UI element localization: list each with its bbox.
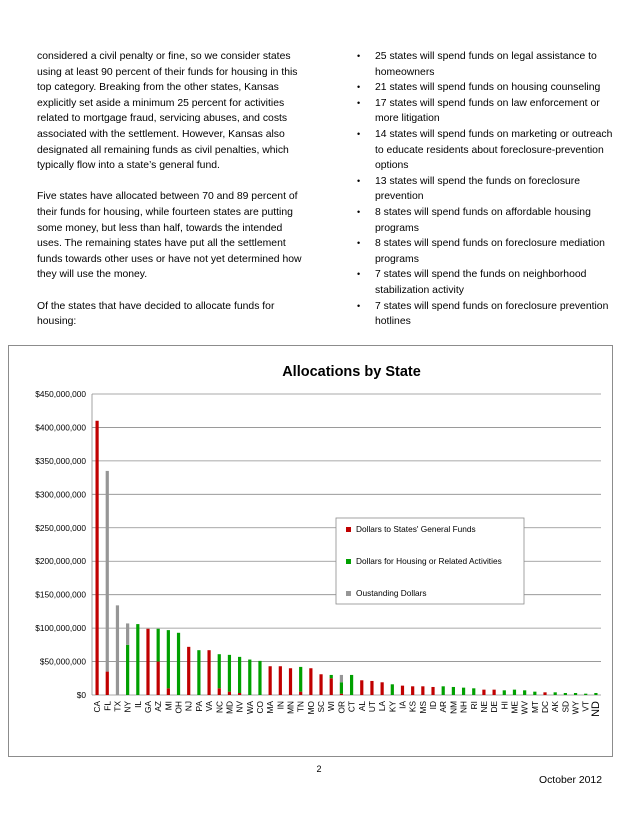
bar-ak-series-1 [554, 692, 557, 695]
bar-nv-series-1 [238, 657, 241, 693]
x-tick-label: NM [448, 701, 459, 714]
bar-il-series-1 [136, 624, 139, 695]
bullet-glyph: • [357, 51, 361, 61]
bar-nj-series-0 [187, 647, 190, 695]
bar-ia-series-0 [401, 686, 404, 695]
x-tick-label: WY [570, 701, 581, 715]
x-tick-label: AZ [153, 701, 164, 712]
paragraph-3: Of the states that have decided to allocate funds for housing: [37, 300, 275, 328]
bullet-glyph: • [357, 238, 361, 249]
x-tick-label: TN [295, 701, 306, 713]
y-tick-label: $400,000,000 [35, 422, 86, 433]
bar-ne-series-0 [482, 690, 485, 695]
bar-ny-series-2 [126, 623, 129, 644]
bar-ct-series-1 [350, 675, 353, 695]
bullet-glyph: • [357, 128, 361, 139]
x-tick-label: NH [458, 701, 469, 713]
list-item-text: 14 states will spend funds on marketing or outreach to educate residents about foreclosure-prevention options [375, 128, 613, 172]
list-item [357, 80, 619, 96]
x-tick-label: VA [204, 701, 215, 712]
bar-pa-series-1 [197, 650, 200, 695]
bar-fl-series-0 [106, 672, 109, 695]
list-item-text: 7 states will spend the funds on neighborhood stabilization activity [375, 269, 587, 296]
bar-va-series-0 [207, 650, 210, 695]
bar-md-series-1 [228, 655, 231, 692]
bar-al-series-0 [360, 680, 363, 695]
list-item [357, 96, 619, 127]
x-tick-label: HI [499, 701, 510, 710]
x-tick-label: NC [214, 701, 225, 713]
bar-fl-series-2 [106, 471, 109, 672]
x-tick-label: CA [92, 701, 103, 713]
bar-mi-series-1 [167, 630, 170, 688]
x-tick-label: VT [580, 701, 591, 712]
x-tick-label: LA [377, 701, 388, 712]
bar-sd-series-1 [564, 693, 567, 695]
bullet-glyph: • [357, 206, 361, 217]
x-tick-label: MN [285, 701, 296, 714]
bar-az-series-1 [157, 629, 160, 662]
list-item-text: 21 states will spend funds on housing counseling [375, 82, 601, 94]
bar-ky-series-1 [391, 684, 394, 695]
bar-nc-series-0 [218, 688, 221, 695]
list-item [357, 174, 619, 205]
list-item [357, 236, 619, 267]
bar-ar-series-1 [442, 686, 445, 695]
x-tick-label: CO [254, 701, 265, 714]
chart-title: Allocations by State [282, 364, 421, 380]
bar-mo-series-0 [309, 668, 312, 695]
bar-ny-series-1 [126, 645, 129, 695]
list-item [357, 299, 619, 330]
y-tick-label: $300,000,000 [35, 489, 86, 500]
bullet-glyph: • [357, 269, 361, 280]
y-tick-label: $250,000,000 [35, 522, 86, 533]
x-tick-label: NV [234, 701, 245, 713]
x-tick-label: ID [428, 701, 439, 710]
bar-nh-series-1 [462, 688, 465, 695]
bar-wi-series-0 [330, 678, 333, 695]
x-tick-label: OH [173, 701, 184, 714]
bar-tx-series-2 [116, 605, 119, 695]
bar-az-series-0 [157, 662, 160, 695]
x-tick-label: KY [387, 701, 398, 713]
y-tick-label: $200,000,000 [35, 556, 86, 567]
bar-sc-series-0 [319, 674, 322, 695]
list-item [357, 267, 619, 298]
x-tick-label: DC [540, 701, 551, 713]
bar-oh-series-1 [177, 633, 180, 695]
legend-label: Oustanding Dollars [356, 588, 427, 598]
bar-ca-series-0 [95, 421, 98, 695]
bar-mn-series-0 [289, 668, 292, 695]
x-tick-label: FL [102, 701, 113, 711]
bar-hi-series-1 [503, 690, 506, 695]
bullet-glyph: • [357, 82, 361, 93]
y-tick-label: $0 [76, 690, 86, 700]
bar-or-series-2 [340, 675, 343, 682]
legend-label: Dollars to States' General Funds [356, 524, 476, 534]
bar-wy-series-1 [574, 693, 577, 695]
bullet-glyph: • [357, 175, 361, 186]
bar-tn-series-1 [299, 667, 302, 692]
bar-wi-series-1 [330, 675, 333, 678]
x-tick-label: IN [275, 701, 286, 710]
bar-vt-series-1 [584, 694, 587, 695]
chart-frame [8, 345, 613, 757]
bar-ma-series-0 [269, 666, 272, 695]
list-item [357, 127, 619, 174]
list-item-text: 8 states will spend funds on affordable housing programs [375, 206, 591, 234]
bar-mi-series-0 [167, 688, 170, 695]
x-tick-label: WV [519, 701, 530, 715]
bar-or-series-1 [340, 682, 343, 693]
bar-ms-series-0 [421, 686, 424, 695]
x-tick-label: OR [336, 701, 347, 714]
bar-nd-series-1 [594, 693, 597, 695]
list-item-text: 8 states will spend funds on foreclosure mediation programs [375, 238, 605, 265]
legend-label: Dollars for Housing or Related Activities [356, 556, 502, 566]
legend-swatch [346, 591, 351, 596]
x-tick-label: MI [163, 701, 174, 711]
bar-wv-series-1 [523, 690, 526, 695]
x-tick-label: TX [112, 701, 123, 712]
bar-tn-series-0 [299, 692, 302, 695]
right-column [357, 49, 619, 330]
x-tick-label: KS [407, 701, 418, 713]
bar-ut-series-0 [370, 681, 373, 695]
x-tick-label: MO [305, 701, 316, 715]
x-tick-label: ND [589, 701, 602, 717]
x-tick-label: GA [142, 701, 153, 713]
x-tick-label: WA [244, 701, 255, 715]
x-tick-label: SC [316, 701, 327, 713]
bar-dc-series-0 [543, 692, 546, 695]
x-tick-label: AR [438, 701, 449, 713]
allocations-chart [9, 346, 612, 756]
x-tick-label: IA [397, 701, 408, 709]
bar-co-series-1 [258, 661, 261, 695]
x-tick-label: MS [417, 701, 428, 714]
left-column [37, 49, 307, 345]
x-tick-label: PA [193, 701, 204, 712]
bar-mt-series-1 [533, 692, 536, 695]
y-tick-label: $100,000,000 [35, 623, 86, 634]
y-tick-label: $350,000,000 [35, 455, 86, 466]
y-tick-label: $450,000,000 [35, 389, 86, 399]
legend-swatch [346, 527, 351, 532]
bar-nv-series-0 [238, 693, 241, 695]
bar-ri-series-1 [472, 688, 475, 695]
bar-in-series-0 [279, 666, 282, 695]
x-tick-label: RI [468, 701, 479, 710]
bar-la-series-0 [381, 682, 384, 695]
list-item [357, 49, 619, 80]
x-tick-label: IL [132, 701, 143, 708]
page-date: October 2012 [539, 775, 602, 786]
list-item-text: 25 states will spend funds on legal assistance to homeowners [375, 51, 597, 78]
legend-swatch [346, 559, 351, 564]
bar-me-series-1 [513, 690, 516, 695]
paragraph-1: considered a civil penalty or fine, so we consider states using at least 90 percent of their funds for housing in this top category. Breaking from the other states, Kansas explicitly set aside a minimum 25 percent for activities related to mortgage fraud, servicing abuses, and costs associated with the settlement. However, Kansas also designated all remaining funds as civil penalties, which typically flow into a state’s general fund. [37, 51, 298, 172]
bar-nc-series-1 [218, 654, 221, 688]
y-tick-label: $150,000,000 [35, 589, 86, 600]
list-item-text: 7 states will spend funds on foreclosure prevention hotlines [375, 300, 609, 328]
list-item-text: 13 states will spend the funds on foreclosure prevention [375, 175, 581, 203]
paragraph-2: Five states have allocated between 70 and 89 percent of their funds for housing, while fourteen states are putting some money, but less than half, towards the intended uses. The remaining states have put all the settlement funds towards other uses or have not yet determined how they will use the money. [37, 191, 302, 281]
bar-nm-series-1 [452, 687, 455, 695]
bullet-glyph: • [357, 97, 361, 108]
bullet-glyph: • [357, 300, 361, 311]
x-tick-label: DE [489, 701, 500, 713]
x-tick-label: CT [346, 701, 357, 713]
bar-ga-series-0 [146, 629, 149, 695]
bar-de-series-0 [493, 690, 496, 695]
list-item-text: 17 states will spend funds on law enforcement or more litigation [375, 97, 600, 125]
page-number: 2 [316, 764, 322, 774]
bar-md-series-0 [228, 692, 231, 695]
bar-id-series-0 [431, 687, 434, 695]
x-tick-label: AL [356, 701, 367, 712]
x-tick-label: NE [478, 701, 489, 713]
x-tick-label: SD [560, 701, 571, 713]
x-tick-label: MA [265, 701, 276, 714]
x-tick-label: ME [509, 701, 520, 714]
list-item [357, 205, 619, 236]
x-tick-label: NY [122, 701, 133, 713]
bar-ks-series-0 [411, 686, 414, 695]
bullet-list [357, 49, 619, 330]
x-tick-label: NJ [183, 701, 194, 712]
bar-or-series-0 [340, 694, 343, 695]
x-tick-label: WI [326, 701, 337, 712]
x-tick-label: MD [224, 701, 235, 714]
bar-wa-series-1 [248, 660, 251, 695]
x-tick-label: AK [550, 701, 561, 713]
y-tick-label: $50,000,000 [39, 656, 86, 667]
x-tick-label: MT [529, 701, 540, 713]
x-tick-label: UT [366, 701, 377, 713]
